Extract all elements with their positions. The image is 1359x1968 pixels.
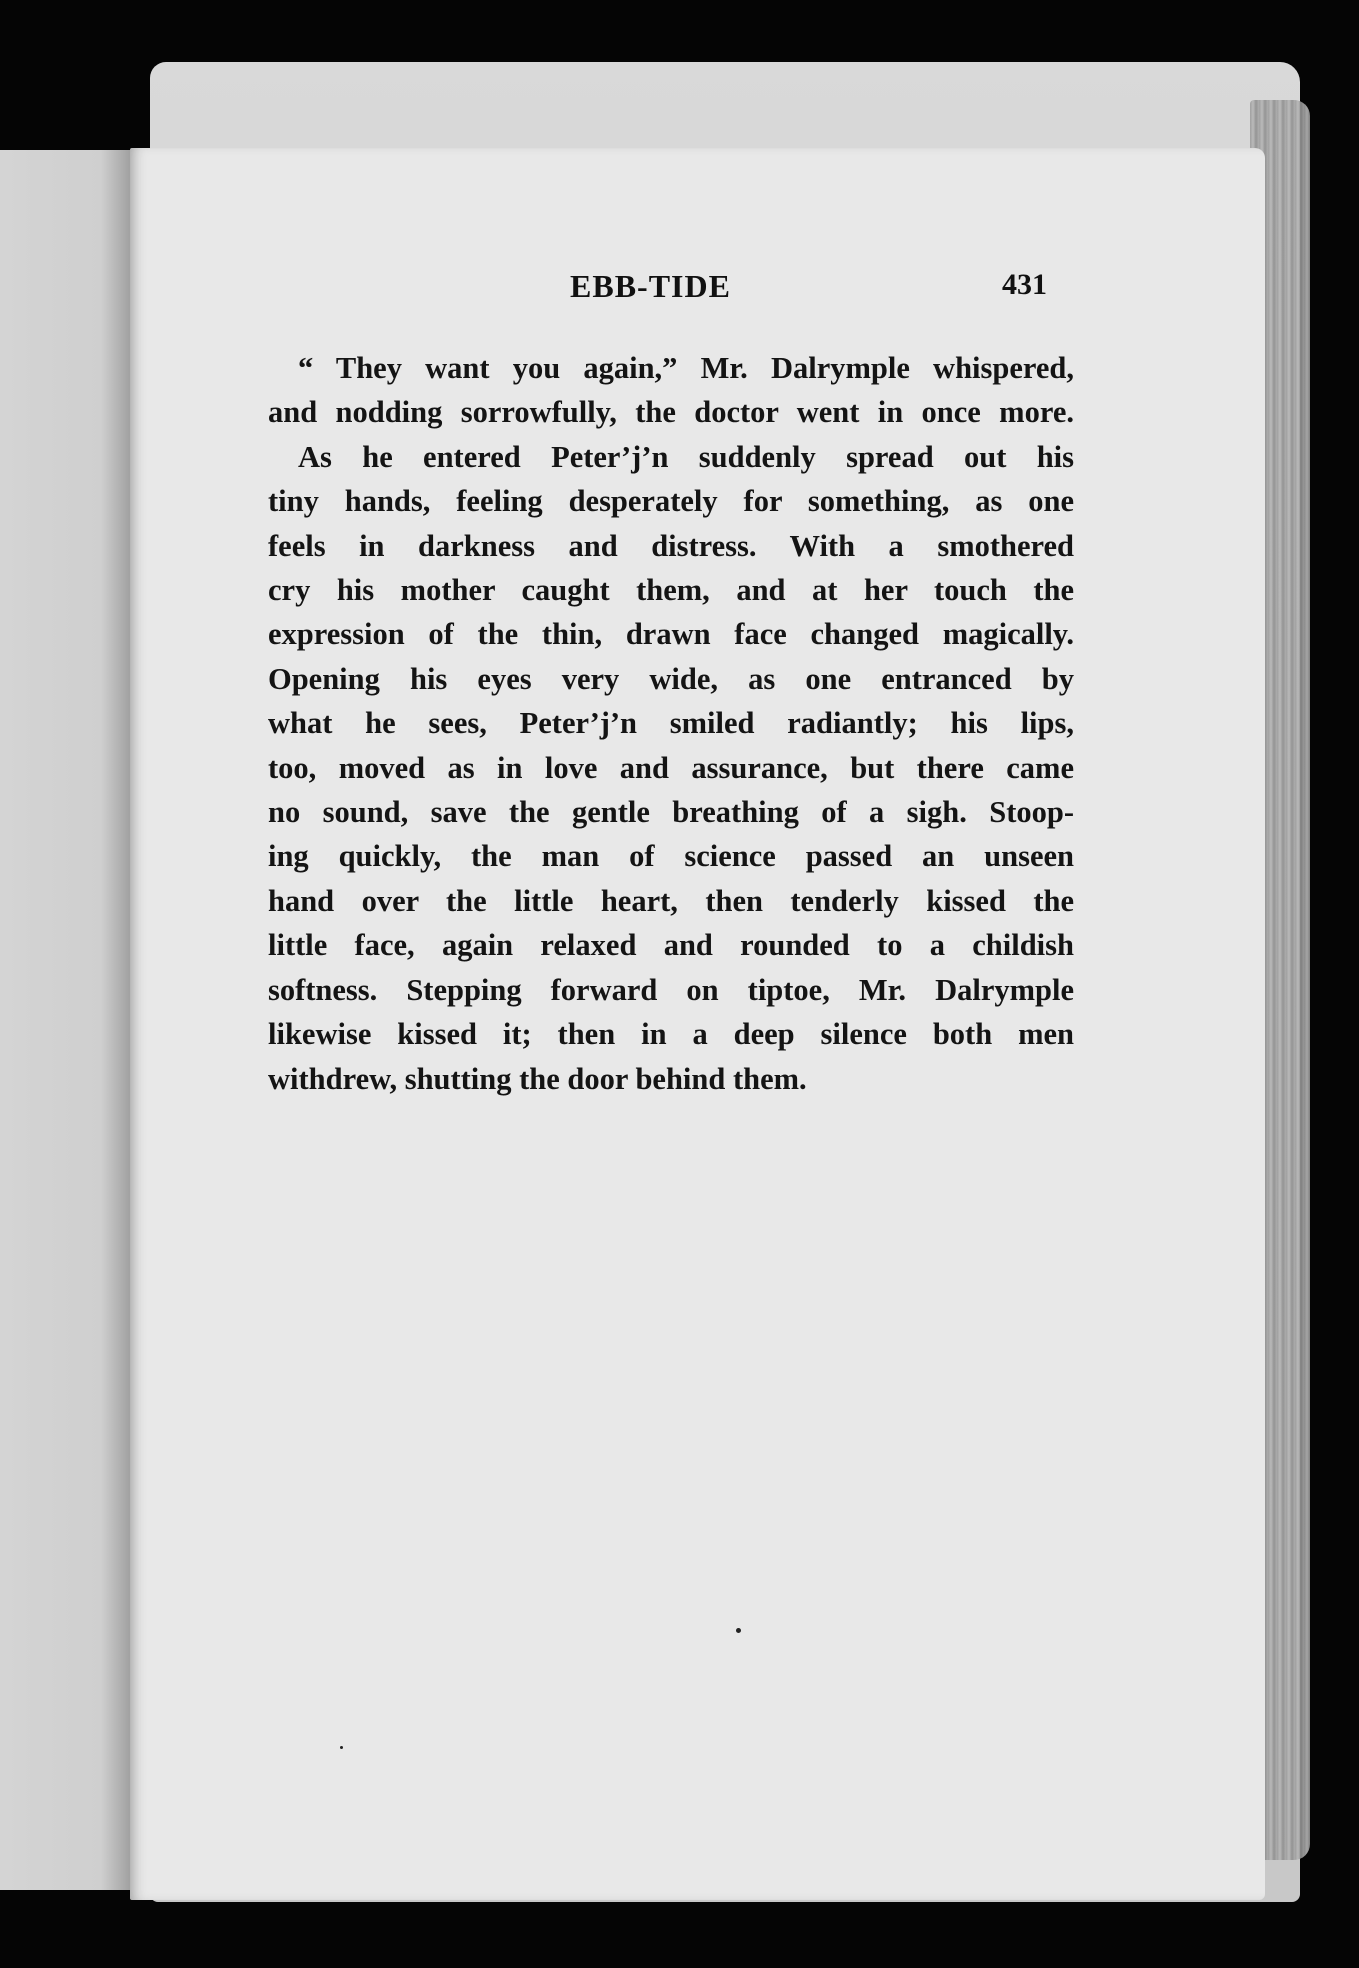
text-line: tiny hands, feeling desperately for something, as one — [268, 484, 1074, 519]
text-line: too, moved as in love and assurance, but there came — [268, 750, 1074, 785]
ink-speck — [736, 1628, 741, 1633]
text-line: As he entered Peter’j’n suddenly spread out his — [298, 439, 1074, 474]
book-page — [130, 148, 1265, 1900]
text-line: cry his mother caught them, and at her touch the — [268, 573, 1074, 608]
text-line: hand over the little heart, then tenderly kissed the — [268, 883, 1074, 918]
text-line: likewise kissed it; then in a deep silence both men — [268, 1017, 1074, 1052]
text-line: ing quickly, the man of science passed an unseen — [268, 839, 1074, 874]
text-line: softness. Stepping forward on tiptoe, Mr. Dalrymple — [268, 972, 1074, 1007]
text-line: little face, again relaxed and rounded to a childish — [268, 928, 1074, 963]
text-line: “ They want you again,” Mr. Dalrymple whispered, — [298, 351, 1074, 385]
running-head — [130, 268, 1265, 328]
text-line: and nodding sorrowfully, the doctor went in once more. — [268, 395, 1074, 430]
text-line: withdrew, shutting the door behind them. — [268, 1061, 807, 1096]
text-line: no sound, save the gentle breathing of a sigh. Stoop- — [268, 795, 1074, 830]
text-line: what he sees, Peter’j’n smiled radiantly; his lips, — [268, 706, 1074, 741]
body-text — [268, 346, 1074, 1101]
ink-speck — [340, 1746, 343, 1749]
running-head-title: EBB-TIDE — [570, 268, 731, 304]
text-line: Opening his eyes very wide, as one entranced by — [268, 661, 1074, 696]
text-line: expression of the thin, drawn face changed magically. — [268, 617, 1074, 652]
page-number: 431 — [1002, 268, 1047, 301]
text-line: feels in darkness and distress. With a smothered — [268, 528, 1074, 563]
